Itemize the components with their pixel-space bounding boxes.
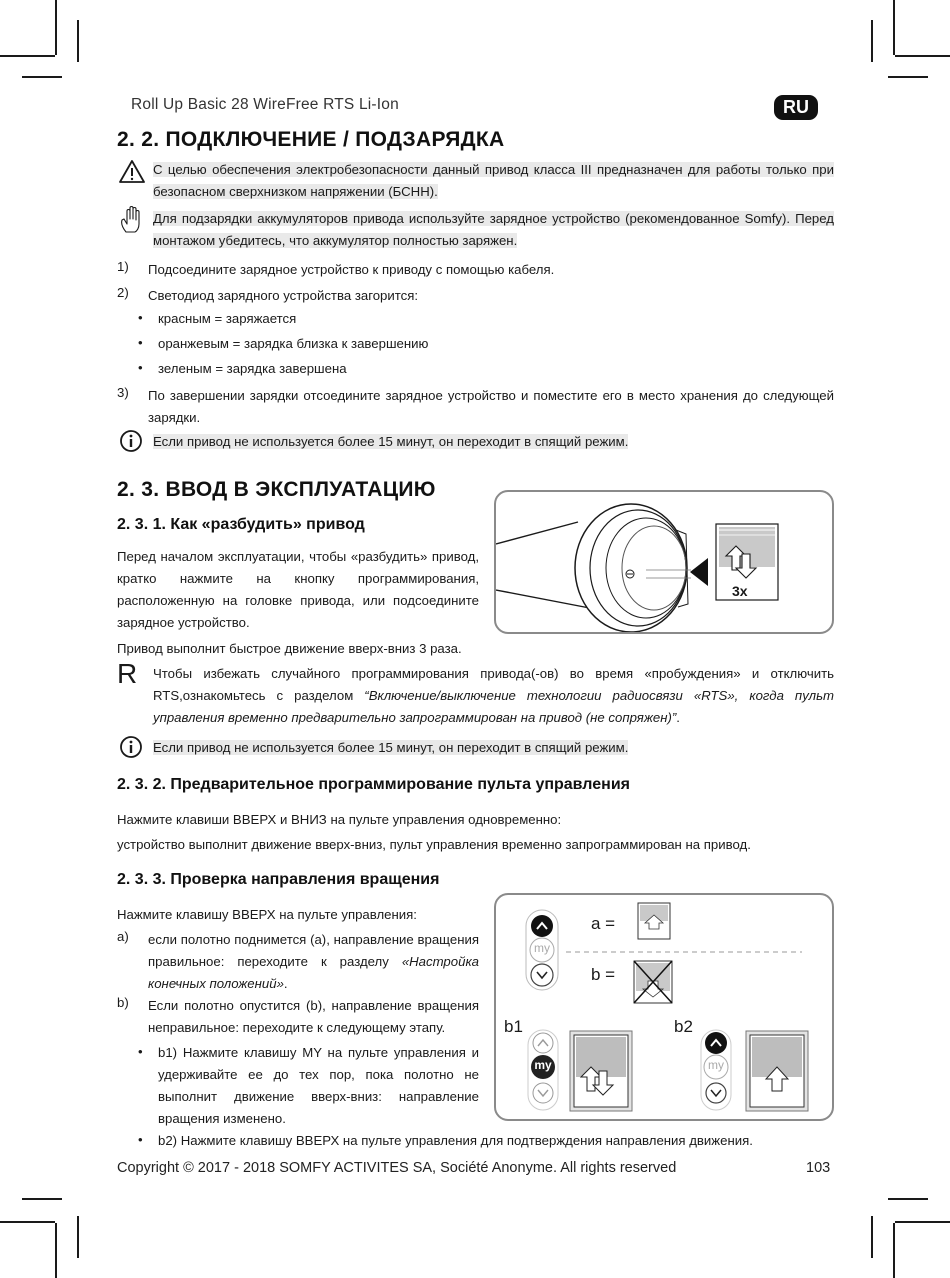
step-text: Подсоедините зарядное устройство к приводу с помощью кабеля. xyxy=(148,262,555,277)
my-button-label: my xyxy=(534,941,550,955)
hand-icon xyxy=(118,205,146,235)
my-button-label: my xyxy=(708,1058,724,1072)
tip-text: Для подзарядки аккумуляторов привода используйте зарядное устройство (рекомендованное Somfy). Перед монтажом убедитесь, что аккумулятор полностью заряжен. xyxy=(153,211,834,248)
r-note-icon: R xyxy=(117,658,138,689)
crop-mark xyxy=(0,1221,55,1223)
product-name: Roll Up Basic 28 WireFree RTS Li-Ion xyxy=(131,96,399,113)
bullet: • xyxy=(138,1044,143,1059)
page-number: 103 xyxy=(806,1160,831,1176)
legend-a-label: a = xyxy=(591,914,616,933)
legend-b-label: b = xyxy=(591,965,616,984)
crop-mark xyxy=(55,0,57,55)
info-icon xyxy=(119,735,143,759)
crop-mark xyxy=(77,20,79,62)
list-item: зеленым = зарядка завершена xyxy=(158,361,347,376)
step-number: 3) xyxy=(117,385,129,400)
b2-text: b2) Нажмите клавишу ВВЕРХ на пульте управления для подтверждения направления движения. xyxy=(158,1133,753,1148)
crop-mark xyxy=(888,76,928,78)
section-title-2-3: 2. 3. ВВОД В ЭКСПЛУАТАЦИЮ xyxy=(117,478,436,501)
step-b2-label: b2 xyxy=(674,1017,693,1036)
step-number: 2) xyxy=(117,285,129,300)
section-title-2-2: 2. 2. ПОДКЛЮЧЕНИЕ / ПОДЗАРЯДКА xyxy=(117,128,505,151)
step-b1-label: b1 xyxy=(504,1017,523,1036)
info-text: Если привод не используется более 15 минут, он переходит в спящий режим. xyxy=(153,740,629,755)
info-icon xyxy=(119,429,143,453)
step-text: По завершении зарядки отсоедините зарядное устройство и поместите его в место хранения до следующей зарядки. xyxy=(148,388,834,425)
crop-mark xyxy=(893,0,895,55)
direction-drawing xyxy=(496,895,832,1119)
bullet: • xyxy=(138,1132,143,1147)
crop-mark xyxy=(22,76,62,78)
preprogram-line-2: устройство выполнит движение вверх-вниз, пульт управления временно запрограммирован на привод. xyxy=(117,837,751,852)
step-b-text: Если полотно опустится (b), направление вращения неправильное: переходите к следующему этапу. xyxy=(148,998,479,1035)
rts-note: Чтобы избежать случайного программирования привода(-ов) во время «пробуждения» и отключить RTS,ознакомьтесь с разделом “Включение/выключение технологии радиосвязи «RTS», когда пульт управления временно предварительно запрограммирован на привод (не сопряжен)”. xyxy=(153,666,834,725)
subsection-title-2-3-3: 2. 3. 3. Проверка направления вращения xyxy=(117,871,440,888)
wake-result: Привод выполнит быстрое движение вверх-вниз 3 раза. xyxy=(117,641,462,656)
crop-mark xyxy=(893,1223,895,1278)
my-button-label: my xyxy=(534,1058,552,1072)
repeat-count-label: 3x xyxy=(732,583,748,599)
crop-mark xyxy=(0,55,55,57)
crop-mark xyxy=(77,1216,79,1258)
bullet: • xyxy=(138,335,143,350)
crop-mark xyxy=(55,1223,57,1278)
b1-text: b1) Нажмите клавишу MY на пульте управления и удерживайте ее до тех пор, пока полотно не выполнит движение вверх-вниз: направление вращения изменено. xyxy=(158,1045,479,1126)
step-label-b: b) xyxy=(117,995,129,1010)
language-badge: RU xyxy=(774,95,818,120)
preprogram-line-1: Нажмите клавиши ВВЕРХ и ВНИЗ на пульте управления одновременно: xyxy=(117,812,562,827)
step-number: 1) xyxy=(117,259,129,274)
motor-head-drawing xyxy=(496,492,832,632)
warning-text: С целью обеспечения электробезопасности данный привод класса III предназначен для работы только при безопасном сверхнизком напряжении (БСНН). xyxy=(153,162,834,199)
direction-figure xyxy=(494,893,834,1121)
crop-mark xyxy=(895,1221,950,1223)
step-text: Светодиод зарядного устройства загорится: xyxy=(148,288,419,303)
crop-mark xyxy=(22,1198,62,1200)
crop-mark xyxy=(871,20,873,62)
list-item: красным = заряжается xyxy=(158,311,297,326)
crop-mark xyxy=(871,1216,873,1258)
copyright: Copyright © 2017 - 2018 SOMFY ACTIVITES SA, Société Anonyme. All rights reserved xyxy=(117,1160,677,1176)
step-a-text: если полотно поднимется (a), направление вращения правильное: переходите к разделу «Настройка конечных положений». xyxy=(148,932,479,991)
list-item: оранжевым = зарядка близка к завершению xyxy=(158,336,429,351)
direction-intro: Нажмите клавишу ВВЕРХ на пульте управления: xyxy=(117,907,417,922)
crop-mark xyxy=(895,55,950,57)
bullet: • xyxy=(138,360,143,375)
subsection-title-2-3-2: 2. 3. 2. Предварительное программирование пульта управления xyxy=(117,776,630,793)
warning-icon xyxy=(118,159,146,184)
wake-paragraph: Перед началом эксплуатации, чтобы «разбудить» привод, кратко нажмите на кнопку программирования, расположенную на головке привода, или подсоедините зарядное устройство. xyxy=(117,549,479,630)
crop-mark xyxy=(888,1198,928,1200)
step-label-a: a) xyxy=(117,929,129,944)
info-text: Если привод не используется более 15 минут, он переходит в спящий режим. xyxy=(153,434,629,449)
motor-head-figure xyxy=(494,490,834,634)
subsection-title-2-3-1: 2. 3. 1. Как «разбудить» привод xyxy=(117,516,365,533)
bullet: • xyxy=(138,310,143,325)
